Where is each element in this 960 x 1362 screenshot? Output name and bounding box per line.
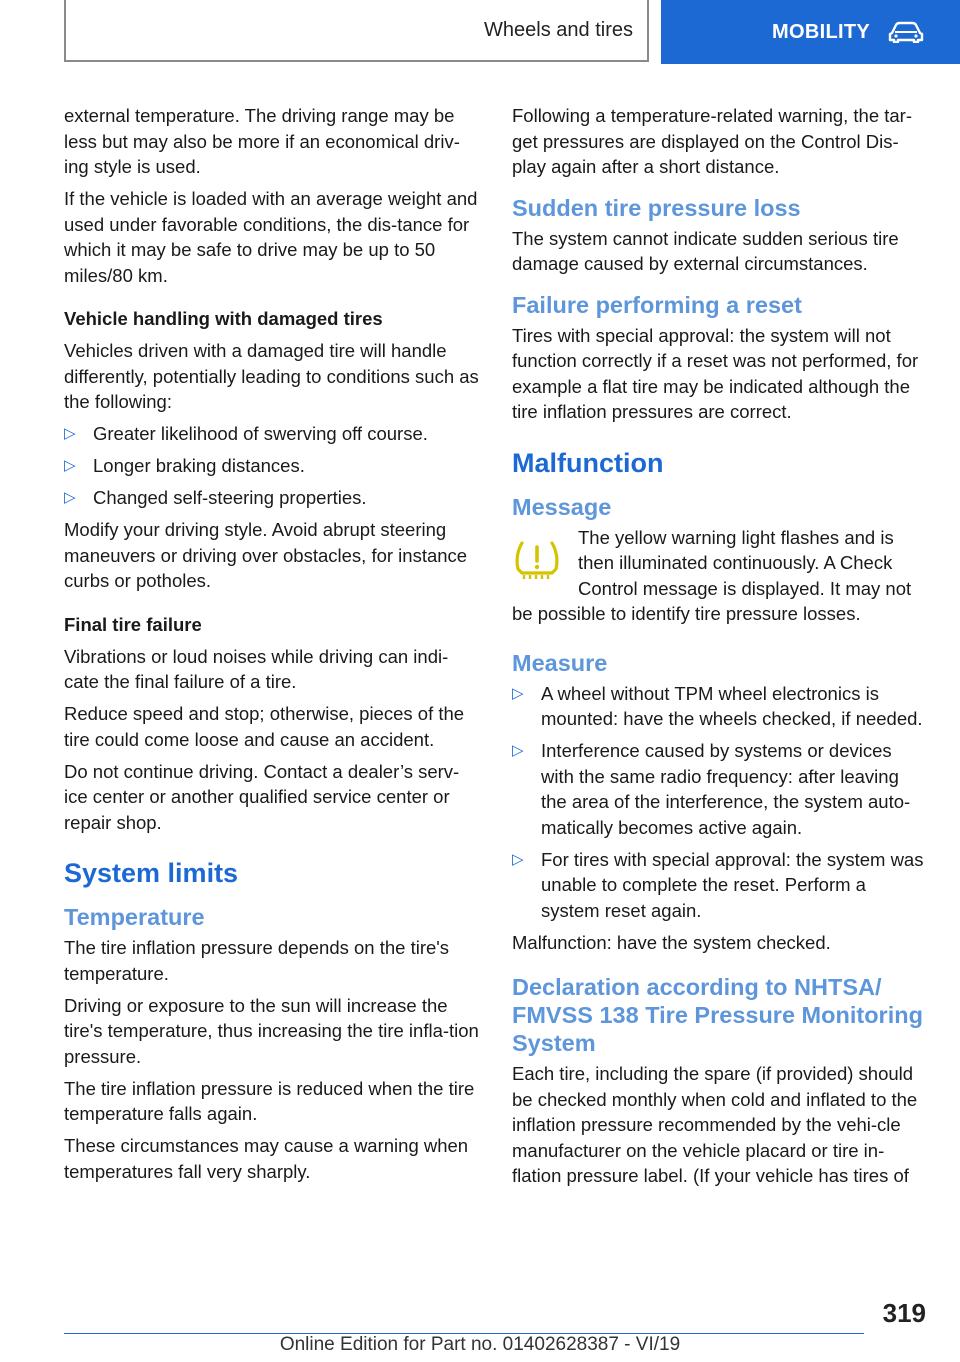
bullet-triangle-icon: ▷	[512, 684, 524, 702]
paragraph: Tires with special approval: the system will not function correctly if a reset was not performed, for example a flat tire may be indicated although the tire inflation pressures are correct.	[512, 324, 919, 422]
heading-measure: Measure	[512, 649, 608, 676]
measure-list	[512, 681, 928, 924]
paragraph: external temperature. The driving range may be less but may also be more if an economical driv-ing style is used.	[64, 105, 460, 177]
list-item: ▷ For tires with special approval: the system was unable to complete the reset. Perform a system reset again.	[512, 848, 924, 921]
paragraph: Modify your driving style. Avoid abrupt steering maneuvers or driving over obstacles, for instance curbs or potholes.	[64, 519, 468, 591]
paragraph: Driving or exposure to the sun will increase the tire's temperature, thus increasing the tire infla-tion pressure.	[64, 994, 479, 1067]
paragraph: Each tire, including the spare (if provided) should be checked monthly when cold and inflated to the inflation pressure recommended by the vehi-cle manufacturer on the vehicle placard or tire in-flation pressure label. (If your vehicle has tires of	[512, 1063, 918, 1186]
right-column	[512, 103, 928, 1195]
paragraph: Do not continue driving. Contact a dealer’s serv-ice center or another qualified service center or repair shop.	[64, 760, 460, 833]
paragraph: The system cannot indicate sudden serious tire damage caused by external circumstances.	[512, 227, 899, 274]
chapter-title: MOBILITY	[772, 20, 870, 43]
heading-sudden-loss: Sudden tire pressure loss	[512, 194, 801, 221]
car-icon	[888, 21, 924, 43]
bullet-triangle-icon: ▷	[64, 425, 76, 442]
paragraph: Vibrations or loud noises while driving can indi-cate the final failure of a tire.	[64, 645, 449, 692]
paragraph: Malfunction: have the system checked.	[512, 931, 831, 953]
subheading-vehicle-handling: Vehicle handling with damaged tires	[64, 308, 383, 329]
bullet-triangle-icon: ▷	[64, 489, 76, 506]
heading-reset-failure: Failure performing a reset	[512, 291, 802, 318]
tire-pressure-warning-icon	[512, 537, 562, 583]
header-chapter	[661, 0, 960, 64]
subheading-final-tire-failure: Final tire failure	[64, 613, 202, 635]
heading-malfunction: Malfunction	[512, 447, 664, 478]
left-column	[64, 103, 480, 1191]
message-block	[512, 525, 928, 627]
handling-list	[64, 421, 480, 511]
heading-system-limits: System limits	[64, 858, 239, 888]
bullet-triangle-icon: ▷	[64, 457, 76, 474]
paragraph: Reduce speed and stop; otherwise, pieces of the tire could come loose and cause an accident.	[64, 703, 465, 750]
message-line: be possible to identify tire pressure losses.	[512, 603, 861, 624]
message-line: Control message is displayed. It may not	[578, 577, 912, 599]
paragraph: Following a temperature-related warning, the tar-get pressures are displayed on the Control Dis-play again after a short distance.	[512, 105, 912, 177]
paragraph: The tire inflation pressure depends on the tire's temperature.	[64, 937, 450, 984]
heading-declaration: Declaration according to NHTSA/ FMVSS 138 Tire Pressure Monitoring System	[512, 974, 923, 1056]
heading-message: Message	[512, 493, 612, 520]
heading-temperature: Temperature	[64, 904, 205, 930]
list-item: ▷ Changed self-steering properties.	[64, 485, 480, 511]
bullet-triangle-icon: ▷	[512, 742, 524, 759]
paragraph: These circumstances may cause a warning when temperatures fall very sharply.	[64, 1135, 469, 1182]
header-section	[64, 0, 649, 62]
message-line: then illuminated continuously. A Check	[578, 552, 893, 573]
message-line: The yellow warning light flashes and is	[578, 526, 894, 548]
footer-edition: Online Edition for Part no. 01402628387 - VI/19	[279, 1334, 681, 1355]
list-item: ▷ Interference caused by systems or devices with the same radio frequency: after leaving the area of the interference, the system auto-matically becomes active again.	[512, 740, 911, 838]
list-item: ▷ Greater likelihood of swerving off course.	[64, 421, 480, 447]
list-item: ▷ A wheel without TPM wheel electronics is mounted: have the wheels checked, if needed.	[512, 682, 923, 729]
paragraph: Vehicles driven with a damaged tire will handle differently, potentially leading to conditions such as the following:	[64, 340, 479, 412]
page-number: 319	[882, 1298, 926, 1328]
list-item: ▷ Longer braking distances.	[64, 453, 480, 479]
paragraph: If the vehicle is loaded with an average weight and used under favorable conditions, the dis-tance for which it may be safe to drive may be up to 50 miles/80 km.	[64, 188, 478, 286]
paragraph: The tire inflation pressure is reduced when the tire temperature falls again.	[64, 1077, 475, 1124]
bullet-triangle-icon: ▷	[512, 850, 524, 868]
section-title: Wheels and tires	[484, 18, 633, 41]
